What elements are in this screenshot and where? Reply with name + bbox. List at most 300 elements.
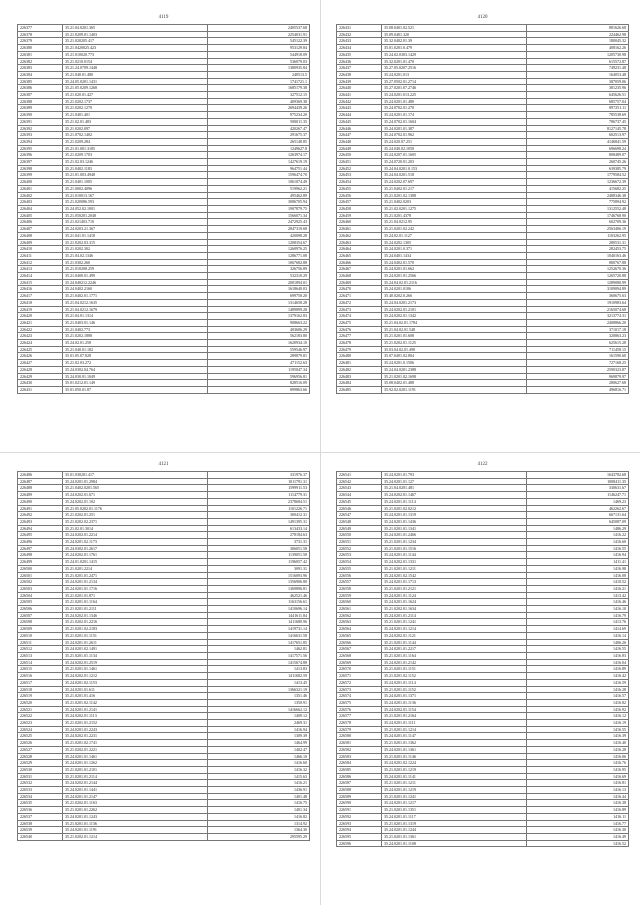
row-code-cell: 35.21.0201.01.2262 (63, 807, 208, 814)
row-value-cell: 1413.76 (527, 619, 629, 626)
row-code-cell: 35.92.02.0201.1191 (382, 386, 527, 393)
row-value-cell: 1406.26 (527, 639, 629, 646)
row-id-cell: 226438 (337, 71, 382, 78)
row-value-cell: 1416.42 (527, 673, 629, 680)
row-id-cell: 226568 (337, 652, 382, 659)
row-code-cell: 35.24.0202.01.2519 (63, 659, 208, 666)
row-code-cell: 35.21.040.01.182 (63, 346, 208, 353)
table-row (18, 612, 310, 619)
row-value-cell: 562183.80 (208, 333, 310, 340)
table-row (337, 793, 629, 800)
row-code-cell: 35.24.0202.01.2101 (382, 306, 527, 313)
row-code-cell: 35.24.0203.21.367 (63, 226, 208, 233)
row-id-cell: 226511 (18, 639, 63, 646)
row-id-cell: 226398 (18, 165, 63, 172)
row-id-cell: 226379 (18, 38, 63, 45)
row-code-cell: 35.24.0201.01.1361 (382, 746, 527, 753)
row-id-cell: 226481 (337, 360, 382, 367)
row-code-cell: 35.24.0201.02.1173 (63, 539, 208, 546)
row-id-cell: 226591 (337, 807, 382, 814)
row-id-cell: 226573 (337, 686, 382, 693)
row-value-cell: 1416.59 (527, 679, 629, 686)
row-value-cell: 1416.76 (527, 760, 629, 767)
table-row (18, 333, 310, 340)
row-code-cell: 35.21.0201.02.1741 (63, 740, 208, 747)
row-id-cell: 226489 (18, 492, 63, 499)
row-value-cell: 1416.94 (527, 552, 629, 559)
row-id-cell: 226484 (337, 380, 382, 387)
row-code-cell: 35.21.0201.4378 (382, 212, 527, 219)
row-value-cell: 462521.46 (208, 592, 310, 599)
row-id-cell: 226401 (18, 185, 63, 192)
table-row (337, 592, 629, 599)
row-id-cell: 226563 (337, 619, 382, 626)
row-value-cell: 1910983.64 (527, 299, 629, 306)
table-row (337, 212, 629, 219)
row-value-cell: 1566071.34 (208, 212, 310, 219)
row-id-cell: 226587 (337, 780, 382, 787)
row-id-cell: 226534 (18, 793, 63, 800)
row-id-cell: 226517 (18, 679, 63, 686)
row-code-cell: 35.24.0201.01.1716 (63, 585, 208, 592)
table-row (337, 659, 629, 666)
row-code-cell: 35.21.0201.01.416 (63, 693, 208, 700)
row-code-cell: 35.24.0201.01.1319 (382, 512, 527, 519)
row-code-cell: 35.21.0201.01.1211 (382, 565, 527, 572)
row-code-cell: 35.21.0201.2214 (63, 565, 208, 572)
table-row (337, 472, 629, 479)
row-code-cell: 35.21.0201.01.2121 (382, 585, 527, 592)
row-value-cell: 500011.35 (208, 118, 310, 125)
row-value-cell: 420267.47 (208, 125, 310, 132)
row-id-cell: 226526 (18, 740, 63, 747)
table-row (337, 773, 629, 780)
table-row (337, 733, 629, 740)
page-4122 (336, 462, 629, 847)
table-row (337, 545, 629, 552)
row-value-cell: 1464.99 (208, 740, 310, 747)
row-value-cell: 1416631.58 (208, 632, 310, 639)
row-id-cell: 226469 (337, 279, 382, 286)
row-value-cell: 775894.92 (527, 199, 629, 206)
row-id-cell: 226503 (18, 585, 63, 592)
row-id-cell: 226388 (18, 98, 63, 105)
row-code-cell: 35.24.02.01.258 (63, 340, 208, 347)
row-value-cell: 908663.22 (208, 319, 310, 326)
row-value-cell: 1416.04 (527, 659, 629, 666)
row-code-cell: 35.24.04.0201.0.153 (382, 165, 527, 172)
row-code-cell: 35.21.0201.01.1211 (382, 780, 527, 787)
row-id-cell: 226414 (18, 273, 63, 280)
row-value-cell: 1139051.58 (208, 552, 310, 559)
table-row (337, 333, 629, 340)
row-code-cell: 35.21.05.0209.1268 (63, 85, 208, 92)
row-value-cell: 749231.48 (527, 65, 629, 72)
row-code-cell: 35.01.0201.0.479 (382, 45, 527, 52)
table-row (337, 518, 629, 525)
row-value-cell: 1416.44 (527, 793, 629, 800)
row-code-cell: 35.24.0201.013.225 (382, 92, 527, 99)
row-id-cell: 226515 (18, 666, 63, 673)
row-code-cell: 35.21.0202.01.2221 (63, 746, 208, 753)
table-row (18, 518, 310, 525)
row-value-cell: 1101226.71 (208, 505, 310, 512)
row-value-cell: 1620934.10 (208, 340, 310, 347)
table-row (337, 25, 629, 32)
table-row (337, 673, 629, 680)
row-value-cell: 1416.10 (527, 606, 629, 613)
table-row (337, 125, 629, 132)
row-id-cell: 226497 (18, 545, 63, 552)
row-value-cell: 409369.38 (208, 98, 310, 105)
row-id-cell: 226460 (337, 219, 382, 226)
row-code-cell: 35.21.0201.01.1241 (382, 793, 527, 800)
row-code-cell: 35.24.0201.01.1136 (382, 699, 527, 706)
row-value-cell: 1366321.19 (208, 686, 310, 693)
table-row (18, 299, 310, 306)
row-id-cell: 226431 (337, 25, 382, 32)
row-id-cell: 226495 (18, 532, 63, 539)
row-value-cell: 1416.82 (527, 699, 629, 706)
row-code-cell: 35.21.0201.01.2152 (63, 720, 208, 727)
row-code-cell: 35.21.0402.0203 (382, 199, 527, 206)
row-id-cell: 226439 (337, 78, 382, 85)
table-row (337, 639, 629, 646)
table-row (18, 353, 310, 360)
row-value-cell: 1263974.17 (208, 152, 310, 159)
table-row (18, 720, 310, 727)
row-id-cell: 226557 (337, 579, 382, 586)
row-value-cell: 360675.63 (527, 293, 629, 300)
row-code-cell: 35.24.0201.01.1108 (382, 840, 527, 847)
table-row (337, 505, 629, 512)
row-code-cell: 35.24.0207.01.1605 (382, 152, 527, 159)
row-value-cell: 786737.45 (527, 118, 629, 125)
row-id-cell: 226490 (18, 498, 63, 505)
row-value-cell: 1466.10 (208, 753, 310, 760)
row-value-cell: 1486.29 (527, 525, 629, 532)
row-value-cell: 327512.15 (208, 92, 310, 99)
row-code-cell: 35.24.02.01.1127 (382, 232, 527, 239)
table-row (18, 138, 310, 145)
row-code-cell: 35.21.021403.710 (63, 219, 208, 226)
table-row (18, 753, 310, 760)
row-code-cell: 35.24.0201.01.1147 (382, 733, 527, 740)
row-code-cell: 35.21.0702.1402 (63, 132, 208, 139)
row-code-cell: 35.27.05.0207.2516 (382, 65, 527, 72)
table-row (337, 58, 629, 65)
row-value-cell: 291675.37 (208, 132, 310, 139)
row-id-cell: 226394 (18, 138, 63, 145)
row-id-cell: 226445 (337, 118, 382, 125)
row-value-cell: 3091.31 (208, 565, 310, 572)
row-id-cell: 226570 (337, 666, 382, 673)
row-code-cell: 35.24.0702.01.1604 (382, 118, 527, 125)
row-code-cell: 35.24.0202.01.671 (63, 492, 208, 499)
table-row (18, 505, 310, 512)
table-row (337, 31, 629, 38)
row-value-cell: 785538.69 (527, 112, 629, 119)
row-value-cell: 1416.81 (527, 780, 629, 787)
row-value-cell: 1618640.03 (208, 286, 310, 293)
row-id-cell: 226465 (337, 252, 382, 259)
row-code-cell: 35.21.0201.01.2114 (63, 773, 208, 780)
row-value-cell: 295595.29 (208, 833, 310, 840)
row-code-cell: 35.21.02.01.3014 (63, 525, 208, 532)
row-value-cell: 544918.09 (208, 51, 310, 58)
table-row (337, 360, 629, 367)
row-value-cell: 1416.75 (208, 800, 310, 807)
row-value-cell: 2590323.87 (527, 366, 629, 373)
row-id-cell: 226521 (18, 706, 63, 713)
row-id-cell: 226491 (18, 505, 63, 512)
table-row (337, 666, 629, 673)
coordinate-table (336, 24, 629, 394)
row-code-cell: 35.21.0201.01.1146 (382, 753, 527, 760)
row-value-cell: 415682.25 (527, 185, 629, 192)
table-row (337, 559, 629, 566)
table-row (337, 293, 629, 300)
row-value-cell: 1416.32 (208, 766, 310, 773)
row-id-cell: 226561 (337, 606, 382, 613)
row-code-cell: 35.24.0201.01.1191 (63, 827, 208, 834)
table-row (337, 619, 629, 626)
row-value-cell: 1416.60 (527, 539, 629, 546)
row-id-cell: 226499 (18, 559, 63, 566)
row-id-cell: 226525 (18, 733, 63, 740)
table-row (337, 232, 629, 239)
page-number: 4120 (477, 15, 488, 20)
row-value-cell: 1416.55 (527, 646, 629, 653)
row-id-cell: 226493 (18, 518, 63, 525)
row-id-cell: 226432 (337, 31, 382, 38)
row-id-cell: 226506 (18, 606, 63, 613)
table-row (18, 545, 310, 552)
row-value-cell: 1413.83 (208, 666, 310, 673)
row-id-cell: 226391 (18, 118, 63, 125)
row-value-cell: 880767.88 (527, 259, 629, 266)
row-id-cell: 226505 (18, 599, 63, 606)
row-code-cell: 35.21.0201.01.608 (382, 333, 527, 340)
row-id-cell: 226584 (337, 760, 382, 767)
row-value-cell: 545122.39 (208, 38, 310, 45)
row-id-cell: 226593 (337, 820, 382, 827)
row-code-cell: 35.24.0201.01.793 (382, 472, 527, 479)
row-code-cell: 35.21.0402.773 (63, 326, 208, 333)
row-id-cell: 226425 (18, 346, 63, 353)
table-row (337, 246, 629, 253)
row-id-cell: 226572 (337, 679, 382, 686)
row-value-cell: 1351.46 (208, 693, 310, 700)
row-id-cell: 226411 (18, 252, 63, 259)
row-id-cell: 226504 (18, 592, 63, 599)
row-code-cell: 35.21.0201.02.242 (382, 226, 527, 233)
row-value-cell: 1416.21 (208, 780, 310, 787)
row-id-cell: 226453 (337, 172, 382, 179)
row-code-cell: 35.24.0201.01.1214 (382, 626, 527, 633)
row-code-cell: 35.01.0212.01.149 (63, 380, 208, 387)
row-value-cell: 1599911.53 (208, 485, 310, 492)
row-code-cell: 35.24.0702.01.270 (382, 105, 527, 112)
row-code-cell: 35.24.0201.01.1219 (382, 787, 527, 794)
table-row (18, 346, 310, 353)
row-value-cell: 1411682.59 (208, 673, 310, 680)
row-id-cell: 226558 (337, 585, 382, 592)
table-row (337, 726, 629, 733)
table-row (337, 720, 629, 727)
row-code-cell: 35.27.0502.01.2714 (382, 78, 527, 85)
row-code-cell: 35.24.04.02.01.2116 (382, 279, 527, 286)
row-code-cell: 35.24.0201.01.1124 (382, 592, 527, 599)
row-id-cell: 226577 (337, 713, 382, 720)
table-row (18, 31, 310, 38)
row-id-cell: 226586 (337, 773, 382, 780)
row-id-cell: 226467 (337, 266, 382, 273)
row-value-cell: 2378684.51 (208, 498, 310, 505)
row-id-cell: 226459 (337, 212, 382, 219)
row-id-cell: 226448 (337, 138, 382, 145)
row-id-cell: 226532 (18, 780, 63, 787)
row-value-cell: 602513.97 (527, 132, 629, 139)
row-id-cell: 226500 (18, 565, 63, 572)
table-row (337, 532, 629, 539)
row-id-cell: 226404 (18, 205, 63, 212)
row-value-cell: 4146841.59 (527, 138, 629, 145)
table-row (18, 478, 310, 485)
row-code-cell: 35.24.0402.01.570 (382, 259, 527, 266)
row-id-cell: 226480 (337, 353, 382, 360)
table-row (337, 259, 629, 266)
table-row (18, 205, 310, 212)
table-row (18, 565, 310, 572)
table-row (337, 38, 629, 45)
row-value-cell: 1414.69 (527, 626, 629, 633)
row-value-cell: 1356906.80 (208, 579, 310, 586)
table-row (18, 592, 310, 599)
table-row (337, 326, 629, 333)
row-code-cell: 35.21.0209.284 (63, 138, 208, 145)
row-id-cell: 226390 (18, 112, 63, 119)
row-code-cell: 35.24.0201.01.1461 (63, 753, 208, 760)
row-id-cell: 226387 (18, 92, 63, 99)
row-id-cell: 226482 (337, 366, 382, 373)
row-code-cell: 35.24.0201.01.480 (382, 98, 527, 105)
row-code-cell: 35.24.0202.01.1212 (63, 673, 208, 680)
row-value-cell: 639385.79 (527, 165, 629, 172)
row-value-cell: 1416.60 (208, 760, 310, 767)
row-code-cell: 35.21.0209.01.1403 (63, 31, 208, 38)
row-code-cell: 35.24.0702.01.962 (382, 132, 527, 139)
row-code-cell: 35.24.0201.01.2984 (63, 478, 208, 485)
table-row (337, 152, 629, 159)
row-id-cell: 226560 (337, 599, 382, 606)
row-code-cell: 35.24.0201.01.2134 (63, 579, 208, 586)
row-code-cell: 35.24.0402.2160 (63, 286, 208, 293)
row-code-cell: 35.21.02.0201.1275 (382, 205, 527, 212)
row-code-cell: 35.24.0720.01.203 (382, 159, 527, 166)
row-value-cell: 699750.20 (208, 293, 310, 300)
row-value-cell: 1401.48 (208, 793, 310, 800)
table-row (337, 286, 629, 293)
table-row (18, 386, 310, 393)
table-row (18, 780, 310, 787)
table-row (337, 112, 629, 119)
table-row (337, 632, 629, 639)
row-value-cell: 1416.38 (527, 800, 629, 807)
row-code-cell: 35.24.0201.02.1542 (382, 572, 527, 579)
row-value-cell: 1350.91 (208, 699, 310, 706)
row-id-cell: 226446 (337, 125, 382, 132)
table-row (18, 679, 310, 686)
row-value-cell: 1402.47 (208, 746, 310, 753)
row-value-cell: 1596474.70 (208, 172, 310, 179)
row-id-cell: 226468 (337, 273, 382, 280)
row-id-cell: 226437 (337, 65, 382, 72)
table-row (18, 58, 310, 65)
coordinate-table (336, 471, 629, 847)
row-code-cell: 35.21.0201.02.1152 (382, 673, 527, 680)
row-code-cell: 35.24.0201.01.2217 (382, 646, 527, 653)
row-id-cell: 226473 (337, 306, 382, 313)
row-id-cell: 226581 (337, 740, 382, 747)
row-code-cell: 35.07.0401.02.804 (382, 353, 527, 360)
row-value-cell: 696698.24 (527, 145, 629, 152)
row-id-cell: 226408 (18, 232, 63, 239)
row-code-cell: 35.21.0201.01.1144 (382, 639, 527, 646)
row-value-cell: 420098.28 (208, 232, 310, 239)
row-value-cell: 1416.89 (527, 666, 629, 673)
row-code-cell: 35.32.0402.01.39 (382, 38, 527, 45)
table-row (18, 293, 310, 300)
row-id-cell: 226575 (337, 699, 382, 706)
row-value-cell: 1146247.71 (527, 492, 629, 499)
row-id-cell: 226474 (337, 313, 382, 320)
row-value-cell: 1410696.14 (208, 606, 310, 613)
row-id-cell: 226541 (337, 472, 382, 479)
table-row (18, 286, 310, 293)
row-value-cell: 727168.25 (527, 360, 629, 367)
row-id-cell: 226386 (18, 85, 63, 92)
row-id-cell: 226588 (337, 787, 382, 794)
row-value-cell: 1746768.90 (527, 212, 629, 219)
row-id-cell: 226551 (337, 539, 382, 546)
row-code-cell: 35.21.040.01.480 (63, 71, 208, 78)
row-id-cell: 226399 (18, 172, 63, 179)
row-id-cell: 226512 (18, 646, 63, 653)
table-row (18, 746, 310, 753)
row-code-cell: 35.24.0201.01.1441 (63, 787, 208, 794)
row-value-cell: 559546.97 (208, 346, 310, 353)
row-code-cell: 35.21.0202.01.1214 (63, 833, 208, 840)
row-code-cell: 35.24.0201.01.1371 (382, 693, 527, 700)
row-id-cell: 226583 (337, 753, 382, 760)
row-code-cell: 35.24.0201.01.1114 (382, 498, 527, 505)
row-code-cell: 35.24.0201.01.1111 (382, 720, 527, 727)
row-code-cell: 35.21.0209.1703 (63, 152, 208, 159)
row-value-cell: 953129.84 (208, 45, 310, 52)
row-id-cell: 226595 (337, 833, 382, 840)
table-row (18, 599, 310, 606)
row-value-cell: 1416.57 (527, 693, 629, 700)
row-id-cell: 226435 (337, 51, 382, 58)
table-row (337, 572, 629, 579)
row-value-cell: 2488346.38 (527, 192, 629, 199)
row-value-cell: 1491395.31 (208, 518, 310, 525)
row-value-cell: 496816.71 (527, 386, 629, 393)
row-id-cell: 226492 (18, 512, 63, 519)
row-value-cell: 240513.5 (208, 71, 310, 78)
row-value-cell: 532310.29 (208, 273, 310, 280)
